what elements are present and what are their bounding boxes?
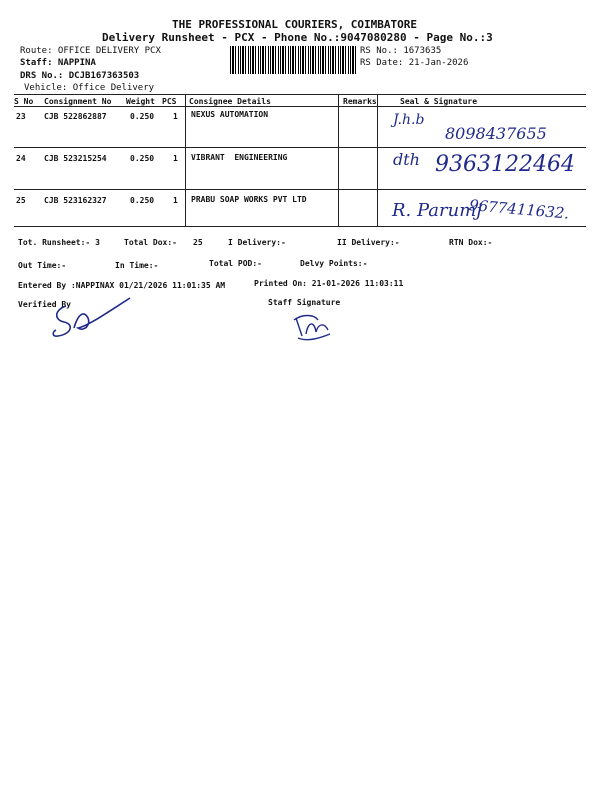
row-rule — [14, 189, 586, 190]
handwritten-signature: J.h.b — [393, 112, 425, 128]
row-consignee: NEXUS AUTOMATION — [191, 110, 269, 119]
col-weight: Weight — [126, 97, 155, 106]
row-rule — [14, 147, 586, 148]
rs-number: RS No.: 1673635 — [360, 46, 442, 56]
total-runsheet: Tot. Runsheet:- 3 — [18, 238, 100, 247]
col-divider-remarks — [338, 94, 339, 226]
row-pcs: 1 — [173, 112, 178, 121]
printed-on: Printed On: 21-01-2026 11:03:11 — [254, 279, 404, 288]
col-consignment: Consignment No — [44, 97, 112, 106]
handwritten-phone: 8098437655 — [445, 124, 547, 143]
handwritten-signature: dth — [393, 150, 420, 169]
col-consignee: Consignee Details — [189, 97, 271, 106]
staff-label: Staff: NAPPINA — [20, 58, 96, 68]
row-sno: 24 — [16, 154, 26, 163]
runsheet-subtitle: Delivery Runsheet - PCX - Phone No.:9047080280 - Page No.:3 — [102, 31, 493, 44]
rs-date: RS Date: 21-Jan-2026 — [360, 58, 469, 68]
staff-signature-label: Staff Signature — [268, 298, 341, 307]
row-sno: 25 — [16, 196, 26, 205]
barcode — [230, 46, 356, 74]
in-time: In Time:- — [115, 261, 159, 270]
row-consignment: CJB 522862887 — [44, 112, 107, 121]
row-sno: 23 — [16, 112, 26, 121]
staff-signature-icon — [288, 308, 338, 344]
col-remarks: Remarks — [343, 97, 377, 106]
entered-by: Entered By :NAPPINAX 01/21/2026 11:01:35 AM — [18, 281, 226, 290]
handwritten-phone: 9677411632. — [468, 196, 570, 223]
delvy-points: Delvy Points:- — [300, 259, 368, 268]
ii-delivery: II Delivery:- — [337, 238, 400, 247]
total-pod: Total POD:- — [209, 259, 262, 268]
col-seal-signature: Seal & Signature — [400, 97, 478, 106]
rtn-dox: RTN Dox:- — [449, 238, 493, 247]
col-sno: S No — [14, 97, 34, 106]
row-consignee: PRABU SOAP WORKS PVT LTD — [191, 195, 307, 204]
row-pcs: 1 — [173, 154, 178, 163]
row-consignee: VIBRANT ENGINEERING — [191, 153, 288, 162]
table-top-rule — [14, 94, 586, 95]
i-delivery: I Delivery:- — [228, 238, 286, 247]
row-weight: 0.250 — [130, 112, 155, 121]
row-weight: 0.250 — [130, 196, 155, 205]
row-consignment: CJB 523162327 — [44, 196, 107, 205]
col-pcs: PCS — [162, 97, 177, 106]
verifier-signature-icon — [48, 292, 138, 342]
table-header-rule — [14, 106, 586, 107]
handwritten-signature: R. Parumj — [392, 200, 482, 221]
total-dox-value: 25 — [193, 238, 203, 247]
vehicle-label: Vehicle: Office Delivery — [24, 83, 155, 93]
row-pcs: 1 — [173, 196, 178, 205]
out-time: Out Time:- — [18, 261, 67, 270]
row-consignment: CJB 523215254 — [44, 154, 107, 163]
row-weight: 0.250 — [130, 154, 155, 163]
company-title: THE PROFESSIONAL COURIERS, COIMBATORE — [172, 18, 418, 31]
table-bottom-rule — [14, 226, 586, 227]
total-dox-label: Total Dox:- — [124, 238, 177, 247]
route-label: Route: OFFICE DELIVERY PCX — [20, 46, 161, 56]
verified-by: Verified By — [18, 300, 71, 309]
col-divider-consignee — [185, 94, 186, 226]
handwritten-phone: 9363122464 — [435, 152, 575, 177]
col-divider-seal — [377, 94, 378, 226]
drs-label: DRS No.: DCJB167363503 — [20, 71, 140, 81]
